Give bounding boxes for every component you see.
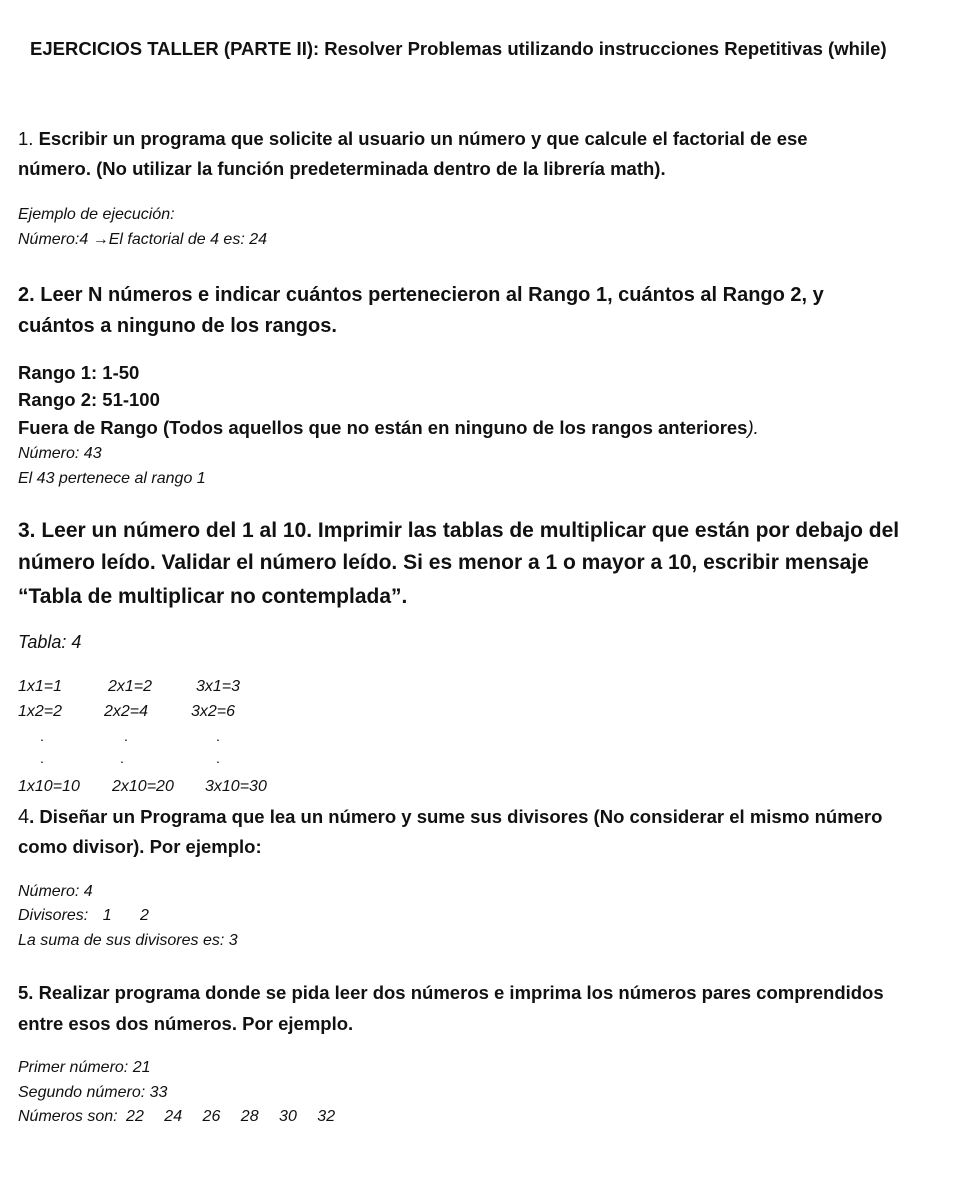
table-cell: 3x2=6 (191, 703, 236, 720)
exercise-1-example-label: Ejemplo de ejecución: (18, 206, 175, 223)
result-value: 26 (202, 1108, 221, 1125)
divisor-value: 2 (140, 907, 149, 924)
table-cell: 1x2=2 (18, 703, 63, 720)
table-cell: 3x1=3 (196, 678, 241, 695)
exercise-3-line-2: número leído. Validar el número leído. Si es menor a 1 o mayor a 10, escribir mensaje (18, 551, 869, 574)
exercise-5-second-number: Segundo número: 33 (18, 1084, 168, 1101)
table-cell: 2x1=2 (108, 678, 153, 695)
exercise-2-line-2: cuántos a ninguno de los rangos. (18, 315, 337, 337)
ellipsis-dot: . (216, 728, 220, 744)
table-cell: 3x10=30 (205, 778, 267, 795)
range-2: Rango 2: 51-100 (18, 389, 160, 410)
table-ellipsis-row (18, 750, 318, 770)
exercise-1-line-2: número. (No utilizar la función predeterminada dentro de la librería math). (18, 158, 666, 179)
divisor-value: 1 (102, 907, 112, 924)
table-cell: 1x1=1 (18, 678, 63, 695)
exercise-5-line-1: 5. Realizar programa donde se pida leer dos números e imprima los números pares comprendidos (18, 982, 884, 1003)
table-label: Tabla: 4 (18, 632, 82, 652)
divisors-label: Divisores: (18, 907, 89, 924)
exercise-4-number: 4 (18, 806, 30, 828)
ellipsis-dot: . (216, 750, 220, 766)
exercise-1-number: 1. (18, 128, 34, 149)
exercise-2-line-1: 2. Leer N números e indicar cuántos pertenecieron al Rango 1, cuántos al Rango 2, y (18, 284, 824, 306)
results-label: Números son: (18, 1108, 118, 1125)
table-cell: 2x2=4 (104, 703, 149, 720)
exercise-4-example-input: Número: 4 (18, 883, 93, 900)
table-ellipsis-row (18, 728, 318, 748)
exercise-1-line-1 (18, 128, 808, 150)
ellipsis-dot: . (124, 728, 128, 744)
result-value: 22 (126, 1108, 144, 1125)
ellipsis-dot: . (40, 750, 44, 766)
range-1: Rango 1: 1-50 (18, 362, 140, 383)
exercise-3-line-1: 3. Leer un número del 1 al 10. Imprimir las tablas de multiplicar que están por debajo del (18, 519, 900, 542)
exercise-4-sum: La suma de sus divisores es: 3 (18, 932, 238, 949)
result-value: 30 (279, 1108, 297, 1125)
exercise-4-line-2: como divisor). Por ejemplo: (18, 836, 262, 857)
exercise-5-line-2: entre esos dos números. Por ejemplo. (18, 1013, 354, 1034)
exercise-2-example-input: Número: 43 (18, 445, 102, 462)
ellipsis-dot: . (40, 728, 44, 744)
table-row (18, 703, 318, 723)
table-cell: 2x10=20 (112, 778, 174, 795)
exercise-2-example-output: El 43 pertenece al rango 1 (18, 470, 206, 487)
exercise-1-example-value: Número:4 →El factorial de 4 es: 24 (18, 231, 268, 248)
exercise-3-line-3: “Tabla de multiplicar no contemplada”. (18, 585, 408, 608)
table-cell: 1x10=10 (18, 778, 80, 795)
exercise-5-results (18, 1107, 335, 1126)
exercise-4-line-1 (18, 805, 882, 829)
page-title: EJERCICIOS TALLER (PARTE II): Resolver Problemas utilizando instrucciones Repetitivas (while) (30, 38, 887, 59)
result-value: 32 (317, 1108, 336, 1125)
out-of-range-text: Fuera de Rango (Todos aquellos que no están en ninguno de los rangos anteriores (18, 417, 748, 438)
table-row (18, 778, 318, 798)
exercise-4-text: . Diseñar un Programa que lea un número y sume sus divisores (No considerar el mismo número (29, 806, 883, 827)
exercise-1-text: Escribir un programa que solicite al usuario un número y que calcule el factorial de ese (38, 128, 808, 149)
result-value: 24 (164, 1108, 183, 1125)
out-of-range (18, 417, 759, 439)
exercise-5-first-number: Primer número: 21 (18, 1059, 151, 1076)
ellipsis-dot: . (120, 750, 124, 766)
table-row (18, 678, 318, 698)
exercise-4-divisors (18, 906, 149, 925)
out-of-range-end: ). (747, 417, 759, 438)
multiplication-table (18, 678, 418, 798)
result-value: 28 (240, 1108, 259, 1125)
